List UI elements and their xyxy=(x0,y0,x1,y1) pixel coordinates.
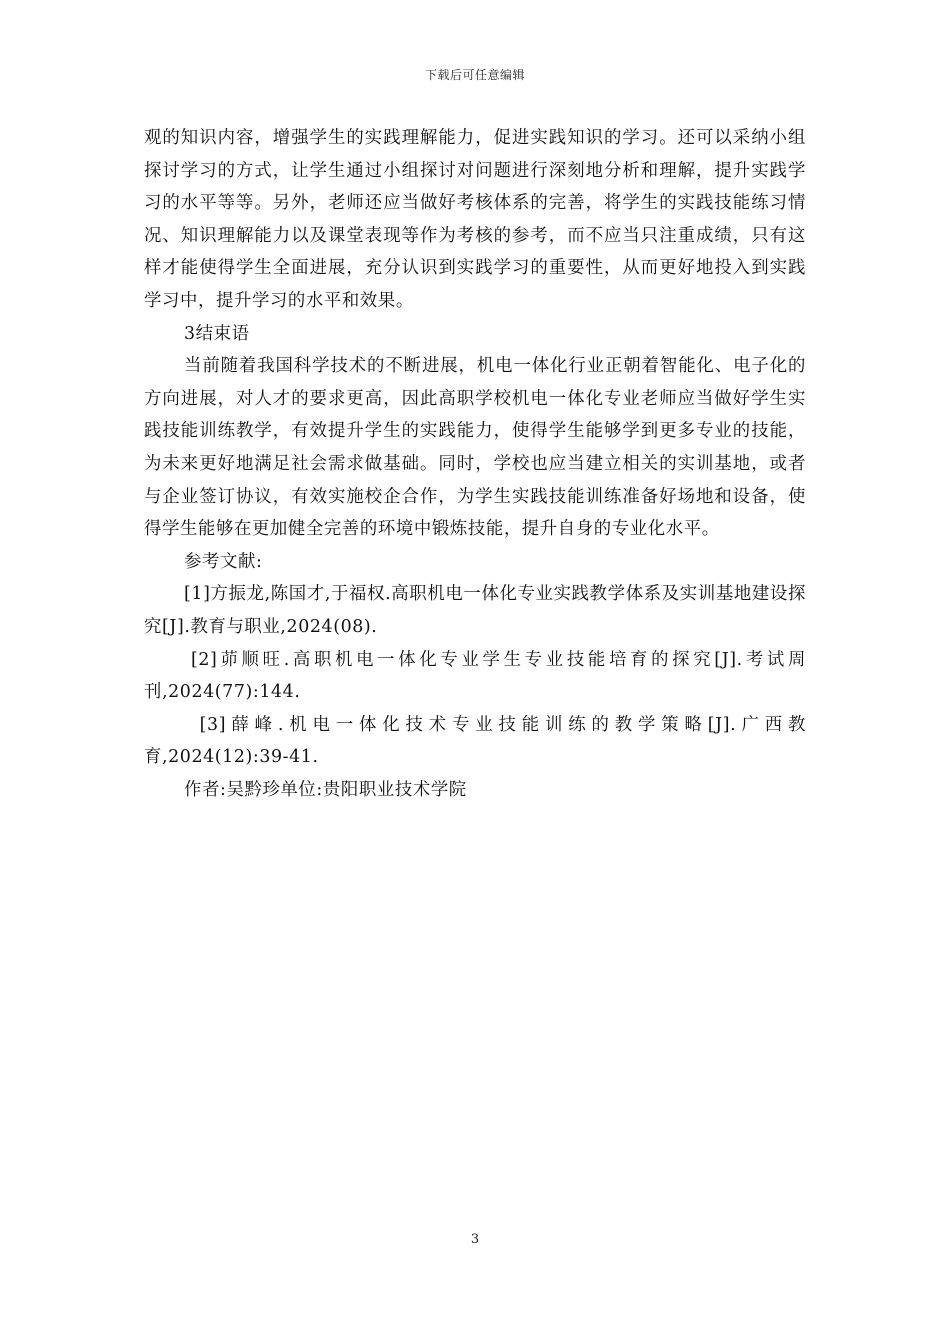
reference-item-2: [2]茆顺旺.高职机电一体化专业学生专业技能培育的探究[J].考试周刊,2024(77):144. xyxy=(144,649,806,703)
reference-item-1: [1]方振龙,陈国才,于福权.高职机电一体化专业实践教学体系及实训基地建设探究[J].教育与职业,2024(08). xyxy=(144,584,806,637)
reference-item-3: [3]薛峰.机电一体化技术专业技能训练的教学策略[J].广西教育,2024(12):39-41. xyxy=(144,714,806,768)
document-body xyxy=(144,122,806,806)
paragraph-continued: 观的知识内容，增强学生的实践理解能力，促进实践知识的学习。还可以采纳小组探讨学习的方式，让学生通过小组探讨对问题进行深刻地分析和理解，提升实践学习的水平等等。另外，老师还应当做好考核体系的完善，将学生的实践技能练习情况、知识理解能力以及课堂表现等作为考核的参考，而不应当只注重成绩，只有这样才能使得学生全面进展，充分认识到实践学习的重要性，从而更好地投入到实践学习中，提升学习的水平和效果。 xyxy=(144,128,806,311)
section-heading-conclusion: 3结束语 xyxy=(184,323,250,344)
paragraph-conclusion: 当前随着我国科学技术的不断进展，机电一体化行业正朝着智能化、电子化的方向进展，对人才的要求更高，因此高职学校机电一体化专业老师应当做好学生实践技能训练教学，有效提升学生的实践能力，使得学生能够学到更多专业的技能，为未来更好地满足社会需求做基础。同时，学校也应当建立相关的实训基地，或者与企业签订协议，有效实施校企合作，为学生实践技能训练准备好场地和设备，使得学生能够在更加健全完善的环境中锻炼技能，提升自身的专业化水平。 xyxy=(144,356,806,540)
references-heading: 参考文献: xyxy=(184,551,263,572)
author-info: 作者:吴黔珍单位:贵阳职业技术学院 xyxy=(184,779,467,800)
page-number: 3 xyxy=(470,1232,480,1247)
page-header: 下载后可任意编辑 xyxy=(424,68,525,82)
